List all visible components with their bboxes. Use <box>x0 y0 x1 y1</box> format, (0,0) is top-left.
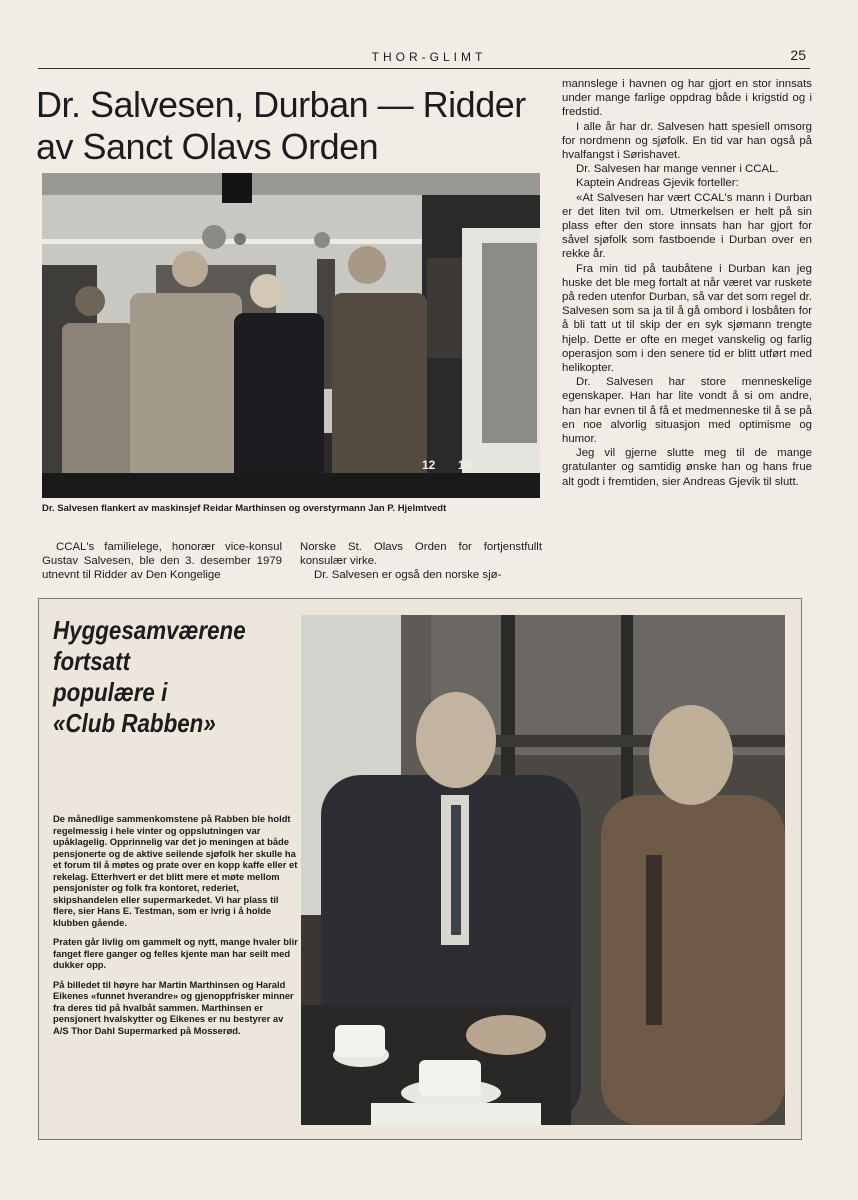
sidebar-title <box>53 615 259 739</box>
sidebar-text <box>53 813 301 1044</box>
photo-club-rabben <box>301 615 785 1125</box>
paragraph: Dr. Salvesen er også den norske sjø- <box>314 569 502 582</box>
header-rule <box>38 68 810 69</box>
paragraph: «At Salvesen har vært CCAL's mann i Durban er det liten tvil om. Utmerkelsen er helt på sin plass efter den store innsats han har gjort for såvel sjøfolk som fastboende i Durban over en rekke år. <box>562 191 812 261</box>
sidebar-title-line: fortsatt <box>53 646 131 676</box>
paragraph: Fra min tid på taubåtene i Durban kan jeg huske det ble meg fortalt at når været var ruskete på reden utenfor Durban, så var det som regel dr. Salvesen som sa ja til å gå ombord i losbåten for å bli tatt ut til skip der en syk sjømann trengte hjelp. Dette er ofte en meget vanskelig og farlig operasjon som i den senere tid er blitt utført med helikopter. <box>562 262 812 375</box>
sidebar-title-line: «Club Rabben» <box>53 708 216 738</box>
paragraph: Dr. Salvesen har mange venner i CCAL. <box>576 163 779 176</box>
photo-salvesen-group <box>42 173 540 498</box>
paragraph: De månedlige sammenkomstene på Rabben ble holdt regelmessig i hele vinter og oppslutningen var upåklagelig. Opprinnelig var det jo meningen at både pensjonerte og de aktive seilende sjøfolk her skulle ha et forum til å møtes og prate over en kopp kaffe eller et rekelag. Etterhvert er det blitt mere et møte mellom pensjonister og folk fra kontoret, rederiet, skipshandelen eller supermarkedet. Vi har plass til flere, sier Hans E. Testman, som er ivrig i å holde klubben gående. <box>53 813 298 928</box>
article-column-3 <box>562 77 812 489</box>
paragraph: Praten går livlig om gammelt og nytt, mange hvaler blir fanget flere ganger og felles kjente man har seilt med dukker opp. <box>53 936 298 970</box>
photo-caption: Dr. Salvesen flankert av maskinsjef Reidar Marthinsen og overstyrmann Jan P. Hjelmtvedt <box>42 503 447 514</box>
paragraph: Norske St. Olavs Orden for fortjenstfullt konsulær virke. <box>300 541 542 568</box>
photo-label-10: 10 <box>458 458 472 472</box>
paragraph: På billedet til høyre har Martin Marthinsen og Harald Eikenes «funnet hverandre» og gjenoppfrisker minner fra deres tid på hvalbåt sammen. Marthinsen er pensjonert hvalskytter og Eikenes er nu bestyrer av A/S Thor Dahl Supermarked på Mosserød. <box>53 978 294 1036</box>
paragraph: Kaptein Andreas Gjevik forteller: <box>576 177 739 190</box>
photo-label-12: 12 <box>422 458 436 472</box>
paragraph: mannslege i havnen og har gjort en stor innsats under mange farlige oppdrag både i krigstid og i fredstid. <box>562 78 812 119</box>
paragraph: CCAL's familielege, honorær vice-konsul Gustav Salvesen, ble den 3. desember 1979 utnevnt til Ridder av Den Kongelige <box>42 541 282 582</box>
article-headline: Dr. Salvesen, Durban — Ridder av Sanct Olavs Orden <box>36 84 526 167</box>
sidebar-title-line: Hyggesamværene <box>53 615 246 645</box>
paragraph: Dr. Salvesen har store menneskelige egenskaper. Han har lite vondt å si om andre, han har evnen til å få et medmenneske til å se på en noe alvorlig situasjon med optimisme og humor. <box>562 376 812 446</box>
sidebar-title-line: populære i <box>53 677 168 707</box>
paragraph: Jeg vil gjerne slutte meg til de mange gratulanter og samtidig ønske han og hans frue alt godt i fremtiden, sier Andreas Gjevik til slutt. <box>562 447 812 488</box>
article-column-2 <box>300 540 542 583</box>
page-number: 25 <box>790 47 806 63</box>
magazine-title: THOR-GLIMT <box>371 50 487 64</box>
article-column-1 <box>42 540 282 583</box>
paragraph: I alle år har dr. Salvesen hatt spesiell omsorg for nordmenn og sjøfolk. En tid var han også på hvalfangst i Sørishavet. <box>562 120 812 162</box>
sidebar-box <box>38 598 802 1140</box>
